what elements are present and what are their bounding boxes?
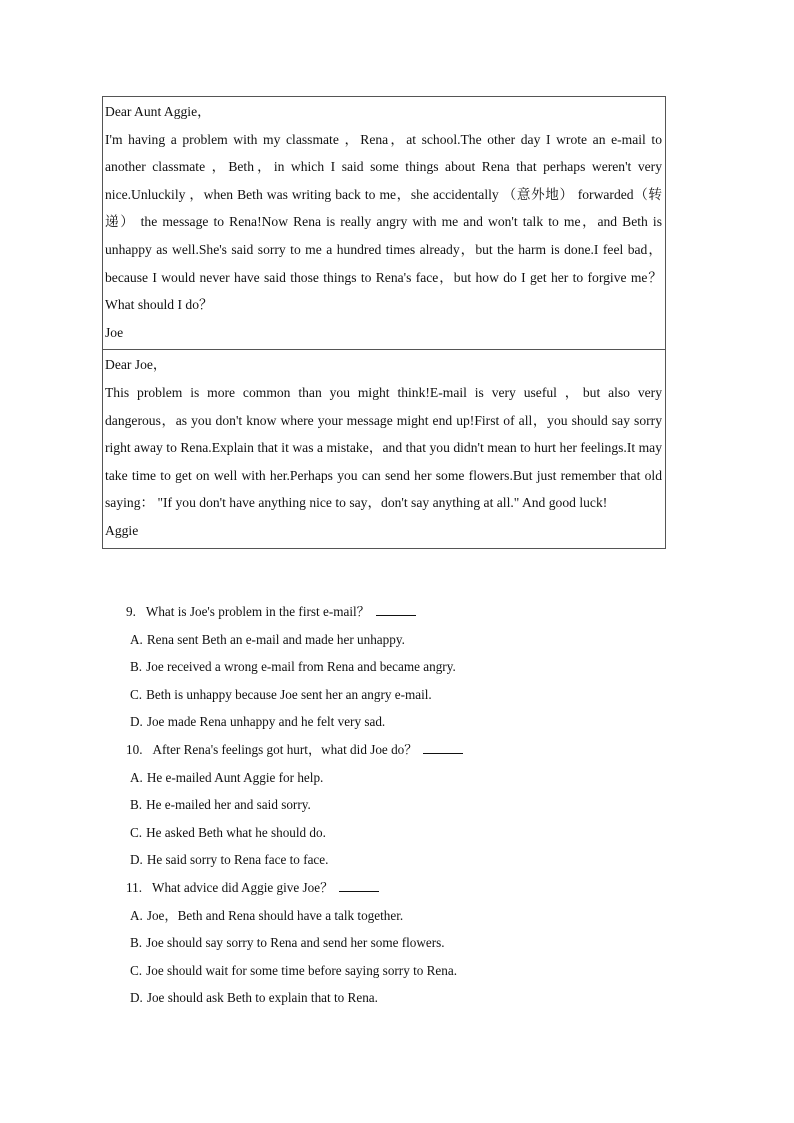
option-label: B.	[130, 935, 143, 951]
letter-body: This problem is more common than you might think!E-mail is very useful ，but also very dangerous，as you don't know where your message might end up!First of all，you should say sorry right away to Rena.Explain that it was a mistake，and that you didn't mean to hurt her feelings.It may take time to get on well with her.Perhaps you can send her some flowers.But just remember that old saying： "If you don't have anything nice to say，don't say anything at all." And good luck!	[105, 384, 662, 511]
question-number: 11.	[126, 879, 142, 895]
option-a	[126, 764, 646, 792]
question-number: 9.	[126, 604, 136, 619]
option-text: Joe made Rena unhappy and he felt very sad.	[146, 714, 386, 730]
letter-signature: Joe	[105, 324, 124, 340]
option-b	[126, 653, 646, 681]
letter-greeting: Dear Joe，	[105, 357, 167, 373]
answer-blank[interactable]	[376, 601, 416, 616]
option-text: He said sorry to Rena face to face.	[146, 852, 329, 868]
option-label: D.	[130, 714, 143, 730]
option-text: He e-mailed Aunt Aggie for help.	[146, 769, 324, 785]
letter-from-aggie	[103, 349, 665, 547]
option-text: Beth is unhappy because Joe sent her an angry e-mail.	[146, 686, 432, 702]
option-label: C.	[130, 824, 143, 840]
option-text: Joe should say sorry to Rena and send her some flowers.	[146, 935, 445, 951]
letter-body: I'm having a problem with my classmate ，Rena，at school.The other day I wrote an e-mail to another classmate ，Beth，in which I said some things about Rena that perhaps weren't very nice.Unluckily ，when Beth was writing back to me，she accidentally （意外地） forwarded（转递） the message to Rena!Now Rena is really angry with me and won't talk to me，and Beth is unhappy as well.She's said sorry to me a hundred times already，but the harm is done.I feel bad，because I would never have said those things to Rena's face，but how do I get her to forgive me？What should I do？	[105, 131, 662, 313]
question-number: 10.	[126, 741, 143, 757]
letters-table	[102, 96, 666, 549]
option-label: C.	[130, 962, 143, 978]
option-text: Joe should wait for some time before saying sorry to Rena.	[146, 962, 458, 978]
option-text: Joe should ask Beth to explain that to Rena.	[146, 990, 378, 1006]
letter-greeting: Dear Aunt Aggie，	[105, 104, 211, 119]
option-d	[126, 708, 646, 736]
option-label: A.	[130, 907, 143, 923]
letter-from-joe	[103, 97, 665, 349]
option-label: D.	[130, 852, 143, 868]
option-label: C.	[130, 686, 143, 702]
question-11	[126, 874, 646, 902]
option-text: Rena sent Beth an e-mail and made her unhappy.	[146, 631, 405, 647]
questions-section	[126, 598, 646, 1012]
option-text: Joe，Beth and Rena should have a talk together.	[146, 907, 404, 923]
option-label: D.	[130, 990, 143, 1006]
option-c	[126, 819, 646, 847]
question-9	[126, 598, 646, 626]
question-text: What is Joe's problem in the first e-mail？	[145, 604, 370, 619]
option-a	[126, 626, 646, 654]
option-text: He asked Beth what he should do.	[146, 824, 326, 840]
answer-blank[interactable]	[423, 739, 463, 754]
option-b	[126, 929, 646, 957]
option-text: He e-mailed her and said sorry.	[146, 797, 311, 813]
option-label: B.	[130, 659, 143, 675]
question-10	[126, 736, 646, 764]
option-c	[126, 957, 646, 985]
option-label: A.	[130, 631, 143, 647]
option-d	[126, 984, 646, 1012]
option-c	[126, 681, 646, 709]
option-label: A.	[130, 769, 143, 785]
option-b	[126, 791, 646, 819]
question-text: What advice did Aggie give Joe？	[152, 879, 334, 895]
letter-signature: Aggie	[105, 522, 139, 538]
question-text: After Rena's feelings got hurt，what did Joe do？	[152, 741, 418, 757]
option-text: Joe received a wrong e-mail from Rena and became angry.	[146, 659, 456, 675]
option-label: B.	[130, 797, 143, 813]
option-d	[126, 846, 646, 874]
option-a	[126, 902, 646, 930]
answer-blank[interactable]	[339, 877, 379, 892]
